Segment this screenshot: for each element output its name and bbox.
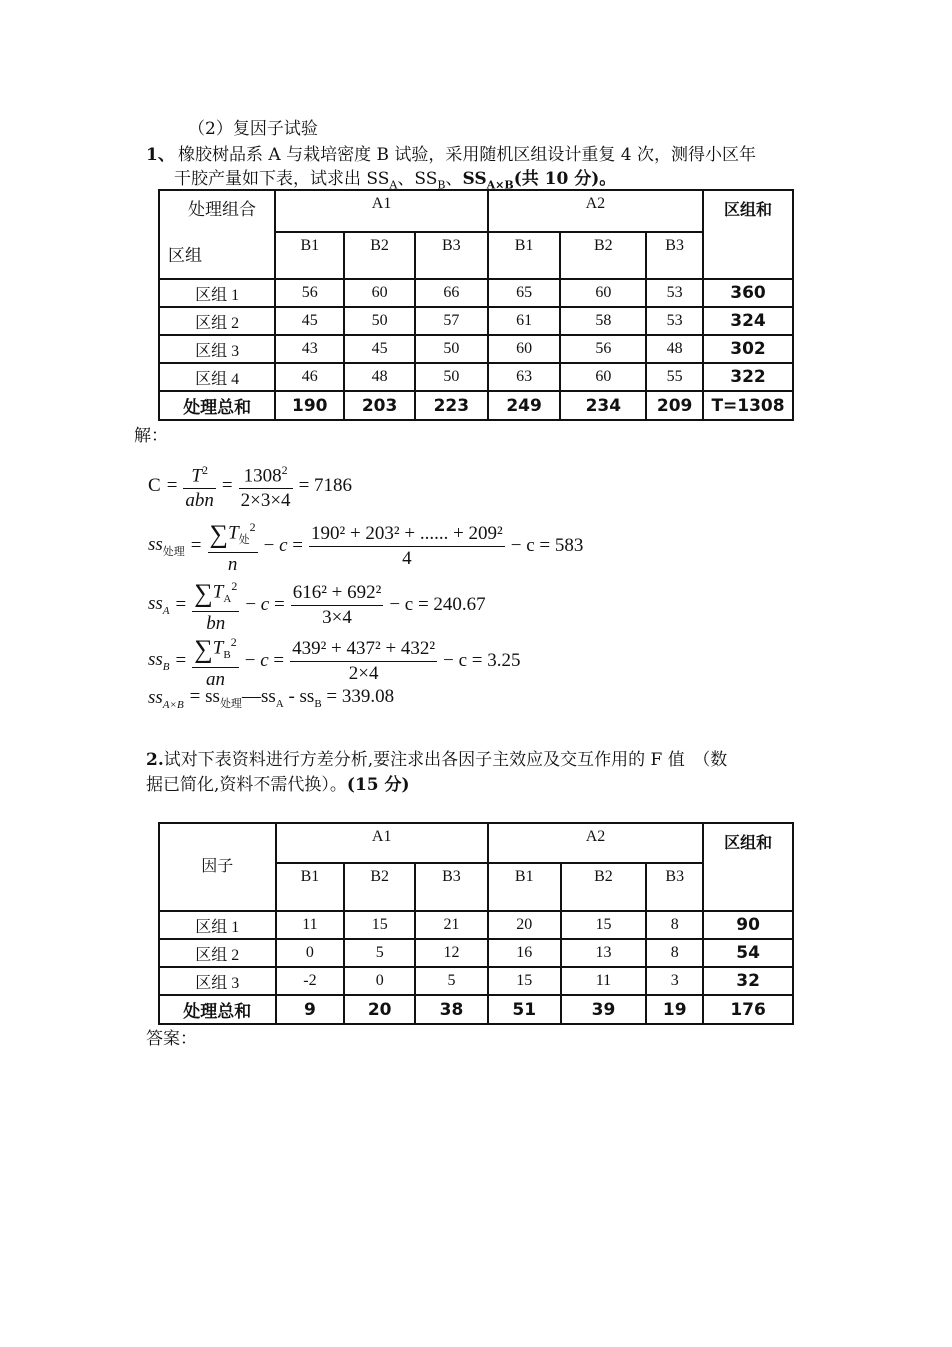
num-sub: B xyxy=(223,649,231,662)
sum-symbol: ∑ xyxy=(209,519,229,549)
formula-c-result: = 7186 xyxy=(298,474,353,496)
cell: 60 xyxy=(344,279,415,307)
solution-label: 解： xyxy=(134,426,168,446)
q2-b-label: B1 xyxy=(488,863,561,911)
cell: 15 xyxy=(561,911,647,939)
q1-corner-top: 处理组合 xyxy=(188,200,256,219)
table-row xyxy=(159,391,793,420)
q1-text-line1: 橡胶树品系 A 与栽培密度 B 试验，采用随机区组设计重复 4 次，测得小区年 xyxy=(178,145,757,165)
formula-c-lhs: C xyxy=(148,474,161,496)
q2-b-label: B1 xyxy=(276,863,345,911)
frac-den: an xyxy=(205,669,225,691)
cell: 20 xyxy=(488,911,561,939)
mid: —ss xyxy=(241,686,276,707)
row-total: 322 xyxy=(703,363,793,391)
q1-b-label: B2 xyxy=(344,232,415,279)
section-title: （2）复因子试验 xyxy=(188,119,318,139)
q1-text-line2-plain: 干胶产量如下表，试求出 SS xyxy=(174,169,390,189)
grand-total: T=1308 xyxy=(703,391,793,420)
row-total: 90 xyxy=(703,911,793,939)
q1-sub-axb: A×B xyxy=(486,178,514,192)
sum-cell: 190 xyxy=(275,391,344,420)
cell: 11 xyxy=(276,911,345,939)
cell: 60 xyxy=(560,279,646,307)
sum-row-label: 处理总和 xyxy=(159,391,275,420)
sum-cell: 209 xyxy=(646,391,703,420)
table-row xyxy=(159,995,793,1024)
lhs-sub: A×B xyxy=(162,698,184,711)
result: − c = 240.67 xyxy=(389,594,486,616)
cell: 45 xyxy=(344,335,415,363)
fraction: $\frac{\sum T_处^2}{n}$ xyxy=(208,515,258,577)
cell: 60 xyxy=(560,363,646,391)
frac-num: 190² + 203² + ...... + 209² xyxy=(309,522,505,547)
cell: 5 xyxy=(344,939,415,967)
fraction xyxy=(291,581,384,630)
cell: 11 xyxy=(561,967,647,995)
q1-sep1: 、SS xyxy=(397,169,438,189)
frac-den: 2×3×4 xyxy=(240,490,291,512)
frac-den: 4 xyxy=(402,547,412,569)
cell: 0 xyxy=(344,967,415,995)
fraction: $\frac{T^2}{\text{abn}}$ xyxy=(183,458,216,513)
cell: 56 xyxy=(275,279,344,307)
cell: 58 xyxy=(560,307,646,335)
q1-ss-axb: SS xyxy=(462,169,487,189)
sum-cell: 203 xyxy=(344,391,415,420)
cell: 16 xyxy=(488,939,561,967)
cell: 50 xyxy=(344,307,415,335)
cell: 66 xyxy=(415,279,488,307)
cell: 3 xyxy=(646,967,703,995)
cell: 15 xyxy=(344,911,415,939)
cell: 5 xyxy=(415,967,488,995)
frac-num: 439² + 437² + 432² xyxy=(290,637,437,662)
lhs-sub: 处理 xyxy=(162,545,185,558)
cell: 65 xyxy=(488,279,561,307)
sum-cell: 234 xyxy=(560,391,646,420)
q1-table xyxy=(158,189,794,421)
frac-den: n xyxy=(227,554,238,576)
sum-cell: 9 xyxy=(276,995,345,1024)
result: − c = 3.25 xyxy=(443,650,521,672)
sub1: 处理 xyxy=(219,697,242,710)
sum-symbol: ∑ xyxy=(194,634,213,664)
sum-symbol: ∑ xyxy=(194,578,213,608)
cell: 8 xyxy=(646,911,703,939)
lhs: ss xyxy=(148,686,163,708)
q1-points: (共 10 分)。 xyxy=(513,169,617,189)
result: − c = 583 xyxy=(510,535,584,557)
q2-number: 2. xyxy=(146,750,164,770)
q1-b-label: B1 xyxy=(275,232,344,279)
q2-header-a2: A2 xyxy=(488,823,703,863)
cell: 13 xyxy=(561,939,647,967)
cell: 57 xyxy=(415,307,488,335)
sum-cell: 223 xyxy=(415,391,488,420)
frac-den: 2×4 xyxy=(348,662,379,684)
cell: 48 xyxy=(344,363,415,391)
q2-text-line2-body: 据已简化,资料不需代换）。 xyxy=(146,775,347,795)
row-label: 区组 4 xyxy=(159,363,275,391)
table-row xyxy=(159,335,793,363)
frac-num: 1308 xyxy=(243,465,282,487)
sum-cell: 249 xyxy=(488,391,561,420)
lhs: ss xyxy=(148,593,163,615)
row-total: 32 xyxy=(703,967,793,995)
formula-ss-axb xyxy=(145,686,397,711)
row-label: 区组 2 xyxy=(159,307,275,335)
cell: 50 xyxy=(415,363,488,391)
sum-cell: 19 xyxy=(646,995,703,1024)
cell: 15 xyxy=(488,967,561,995)
cell: 50 xyxy=(415,335,488,363)
table-row xyxy=(159,911,793,939)
sum-row-label: 处理总和 xyxy=(159,995,276,1024)
fraction: $\frac{\sum T_B^2}{an}$ xyxy=(192,630,238,692)
q1-corner-bottom: 区组 xyxy=(168,246,202,265)
lhs: ss xyxy=(148,649,163,671)
row-label: 区组 1 xyxy=(159,911,276,939)
frac-den: bn xyxy=(206,613,226,635)
q2-b-label: B2 xyxy=(561,863,647,911)
sub2: A xyxy=(275,697,284,710)
fraction: $\frac{1308^2}{2\times 3\times 4}$ xyxy=(239,458,293,513)
sum-cell: 51 xyxy=(488,995,561,1024)
mid2: - ss xyxy=(283,686,315,707)
num-sub: A xyxy=(223,593,232,606)
num-sub: 处 xyxy=(238,534,250,547)
formula-ss-b: $ss_B$ = $\frac{\sum T_B^2}{an}$ − c = $\frac{\text{439² + 437² + 432²}}{2\times 4}$ − c = 3.25 xyxy=(145,630,524,692)
table-row xyxy=(159,363,793,391)
q1-sub-b: B xyxy=(437,178,446,192)
table-row xyxy=(159,279,793,307)
q1-corner-cell xyxy=(159,190,275,279)
eq-text: = ss xyxy=(189,686,220,707)
q2-header-total: 区组和 xyxy=(703,823,793,911)
cell: 21 xyxy=(415,911,488,939)
q2-b-label: B3 xyxy=(415,863,488,911)
q2-text-line1 xyxy=(146,749,727,771)
q1-b-label: B3 xyxy=(415,232,488,279)
q2-corner-cell xyxy=(159,823,276,911)
q2-corner: 因子 xyxy=(201,858,234,875)
cell: 46 xyxy=(275,363,344,391)
cell: 55 xyxy=(646,363,703,391)
q2-text-line2 xyxy=(146,774,410,796)
q1-number: 1、 xyxy=(146,145,175,165)
cell: -2 xyxy=(276,967,345,995)
sum-cell: 38 xyxy=(415,995,488,1024)
cell: 12 xyxy=(415,939,488,967)
formula-c: C = $\frac{T^2}{\text{abn}}$ = $\frac{1308^2}{2\times 3\times 4}$ = 7186 xyxy=(145,458,355,513)
table-row xyxy=(159,307,793,335)
q1-b-label: B2 xyxy=(560,232,646,279)
fraction: $\frac{\sum T_A^2}{bn}$ xyxy=(192,574,239,636)
sum-cell: 39 xyxy=(561,995,647,1024)
q1-header-total: 区组和 xyxy=(703,190,793,279)
cell: 43 xyxy=(275,335,344,363)
cell: 53 xyxy=(646,279,703,307)
cell: 56 xyxy=(560,335,646,363)
frac-num: T xyxy=(191,465,202,487)
row-label: 区组 3 xyxy=(159,967,276,995)
q1-b-label: B1 xyxy=(488,232,561,279)
row-total: 302 xyxy=(703,335,793,363)
q1-header-a1: A1 xyxy=(275,190,487,232)
cell: 53 xyxy=(646,307,703,335)
cell: 63 xyxy=(488,363,561,391)
cell: 45 xyxy=(275,307,344,335)
lhs-sub: A xyxy=(162,604,170,617)
row-label: 区组 2 xyxy=(159,939,276,967)
q2-b-label: B2 xyxy=(344,863,415,911)
row-total: 360 xyxy=(703,279,793,307)
q1-sep2: 、 xyxy=(445,169,463,189)
q2-text-line1-body: 试对下表资料进行方差分析,要注求出各因子主效应及交互作用的 F 值 （数 xyxy=(163,750,728,770)
q1-header-a2: A2 xyxy=(488,190,703,232)
grand-total: 176 xyxy=(703,995,793,1024)
cell: 0 xyxy=(276,939,345,967)
row-total: 324 xyxy=(703,307,793,335)
row-total: 54 xyxy=(703,939,793,967)
sum-cell: 20 xyxy=(344,995,415,1024)
row-label: 区组 1 xyxy=(159,279,275,307)
frac-den: 3×4 xyxy=(322,606,352,628)
result: = 339.08 xyxy=(321,686,395,707)
lhs: ss xyxy=(148,533,163,555)
q1-sub-a: A xyxy=(389,178,398,192)
cell: 8 xyxy=(646,939,703,967)
fraction xyxy=(309,522,505,571)
frac-num: 616² + 692² xyxy=(291,581,384,606)
cell: 61 xyxy=(488,307,561,335)
row-label: 区组 3 xyxy=(159,335,275,363)
q2-header-a1: A1 xyxy=(276,823,488,863)
q1-b-label: B3 xyxy=(646,232,703,279)
frac-den: abn xyxy=(185,490,214,512)
lhs-sub: B xyxy=(162,660,170,673)
q2-b-label: B3 xyxy=(646,863,703,911)
fraction xyxy=(290,637,437,686)
answer-label: 答案： xyxy=(146,1029,197,1049)
q2-table xyxy=(158,822,794,1025)
formula-ss-treatment: $ss_{处理}$ = $\frac{\sum T_处^2}{n}$ − c = $\frac{\text{190² + 203² + ...... + 209²}}{4}$ − c = 583 xyxy=(145,515,586,577)
formula-ss-a: $ss_A$ = $\frac{\sum T_A^2}{bn}$ − c = $\frac{\text{616² + 692²}}{3\times 4}$ − c = 240.67 xyxy=(145,574,489,636)
q2-points: (15 分) xyxy=(346,775,410,795)
table-row xyxy=(159,967,793,995)
cell: 48 xyxy=(646,335,703,363)
table-row xyxy=(159,939,793,967)
cell: 60 xyxy=(488,335,561,363)
sub3: B xyxy=(314,697,322,710)
